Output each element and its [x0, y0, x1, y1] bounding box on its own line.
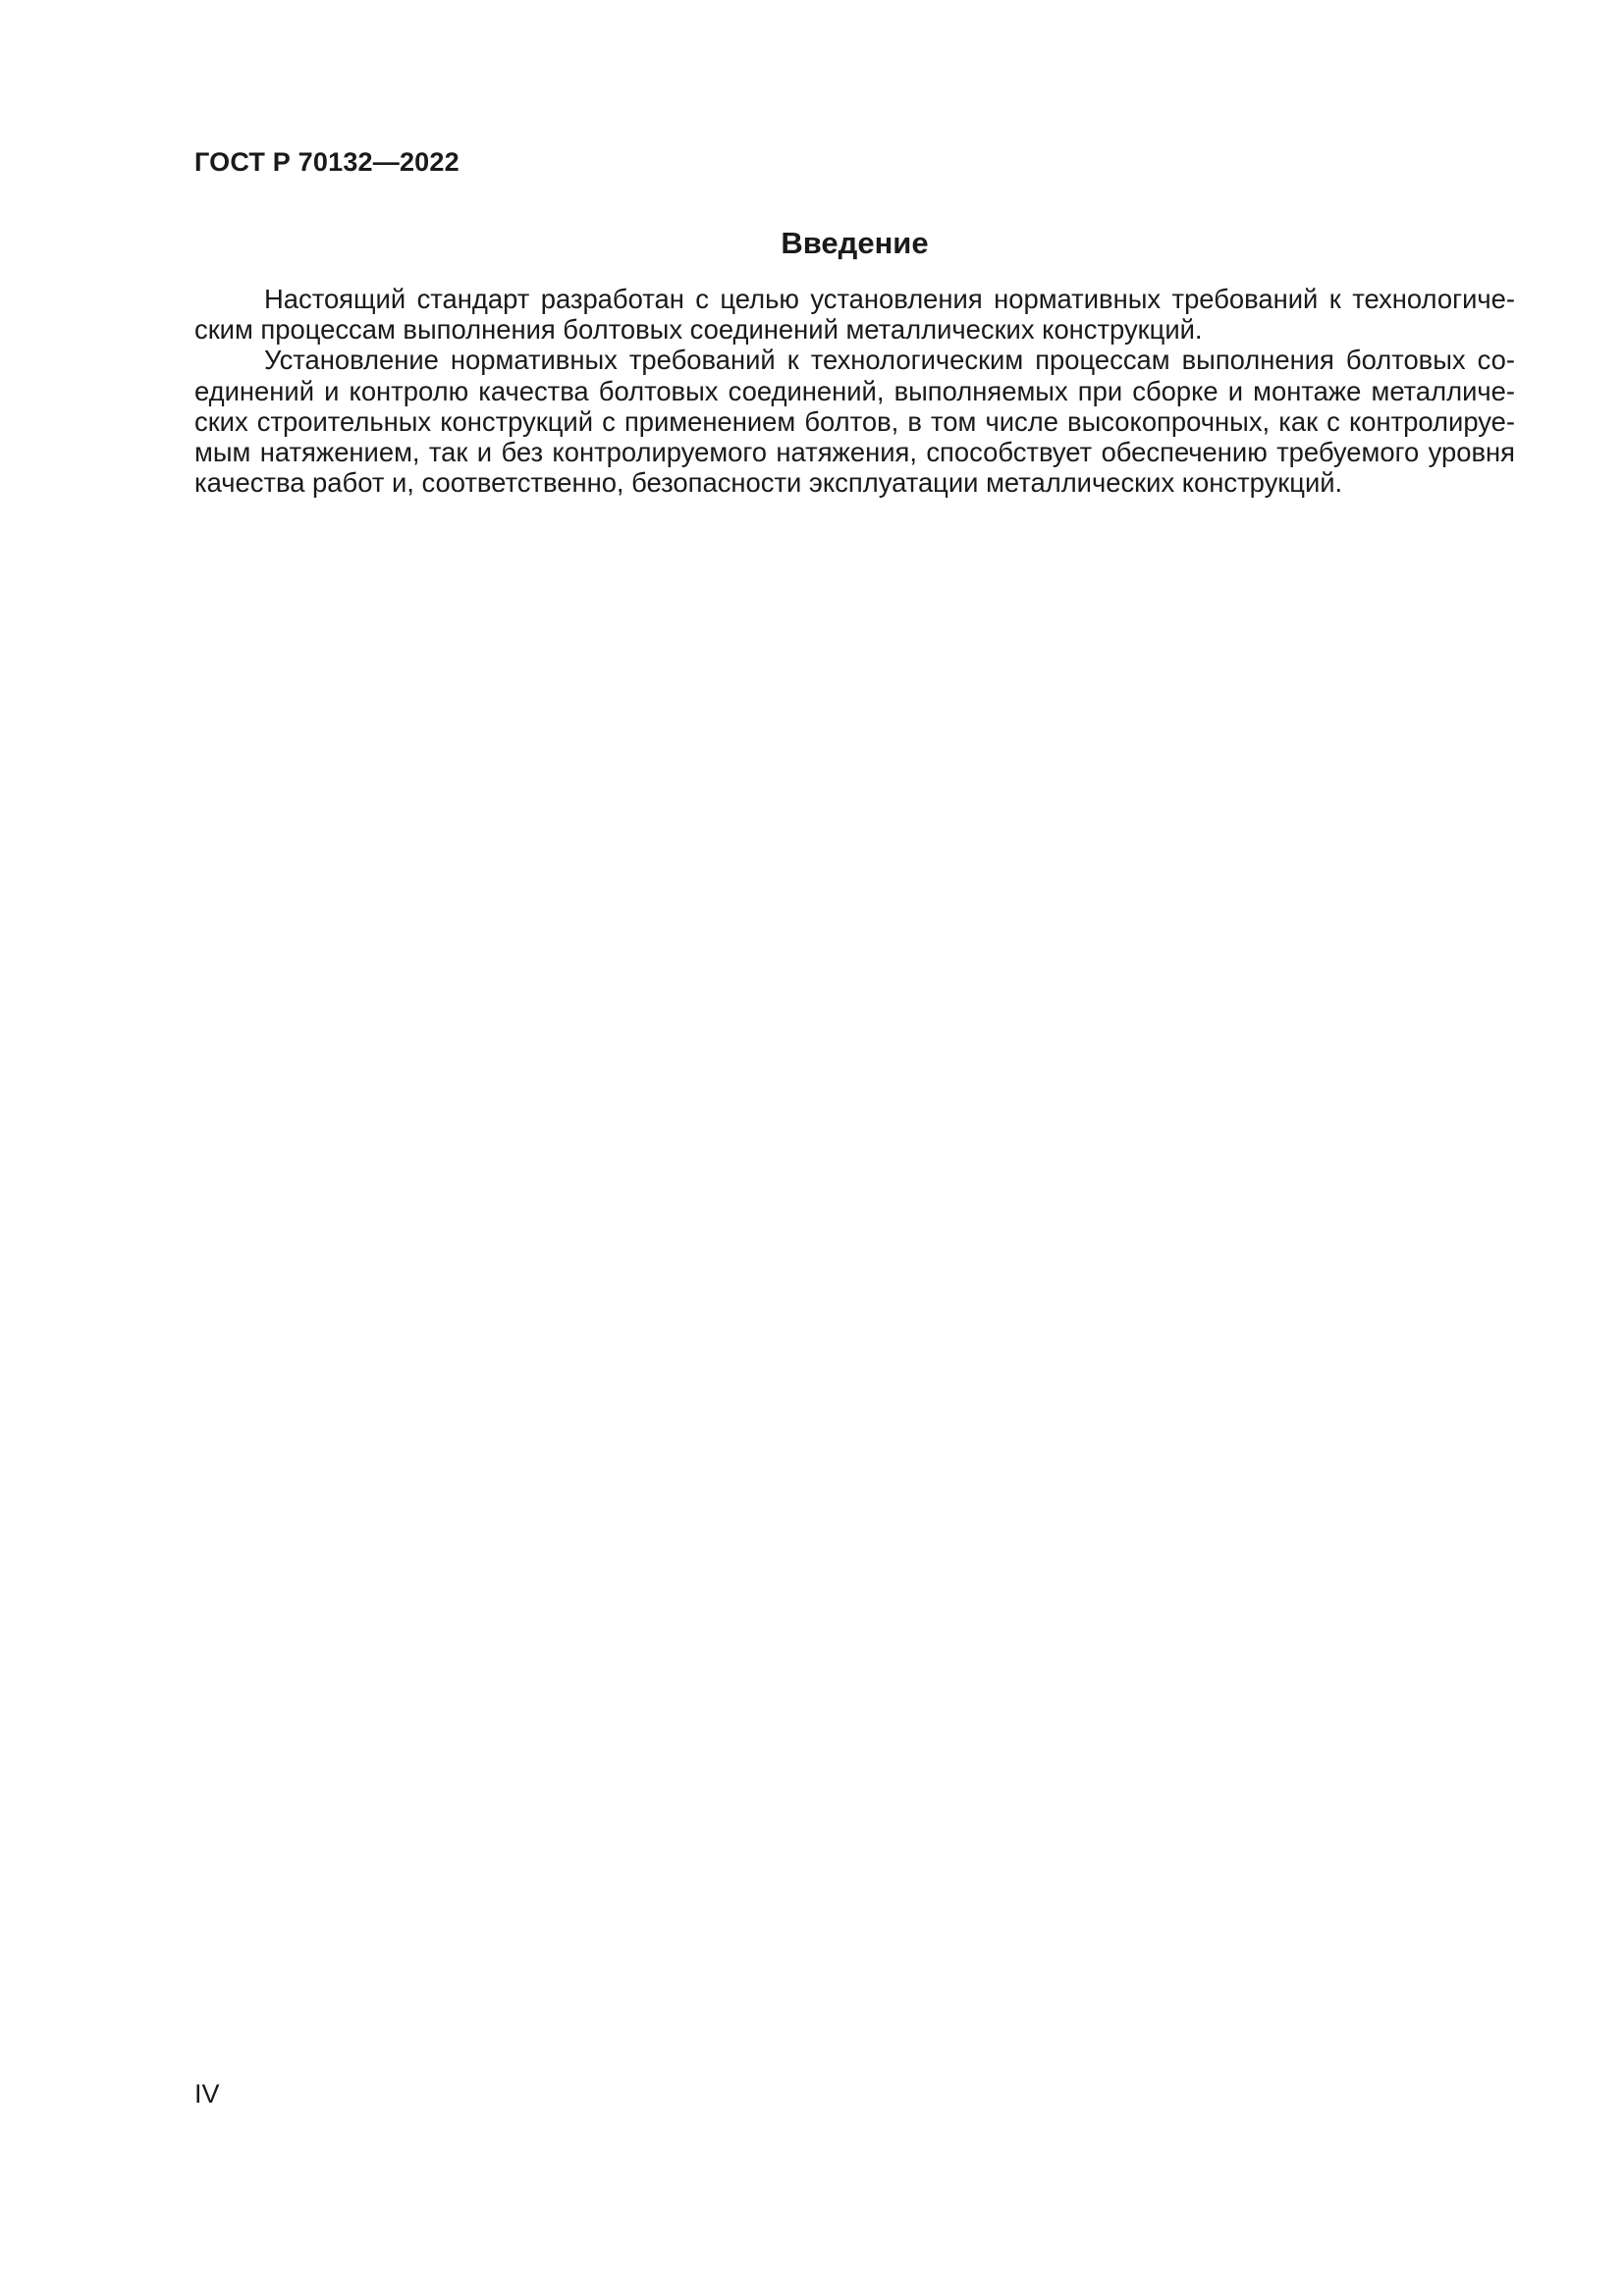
paragraph-line: качества работ и, соответственно, безопасности эксплуатации металлических конструкций. [194, 467, 1343, 499]
paragraph-line: ским процессам выполнения болтовых соединений металлических конструкций. [194, 314, 1203, 346]
paragraph-line: единений и контролю качества болтовых соединений, выполняемых при сборке и монтаже металличе- [194, 375, 1515, 406]
paragraph [194, 345, 1515, 498]
paragraph-line: ских строительных конструкций с применением болтов, в том числе высокопрочных, как с контролируе- [194, 405, 1515, 437]
page-number: IV [194, 2079, 220, 2109]
paragraph [194, 284, 1515, 345]
paragraph-line: Настоящий стандарт разработан с целью установления нормативных требований к технологиче- [264, 284, 1515, 314]
paragraph-line: Установление нормативных требований к технологическим процессам выполнения болтовых со- [264, 345, 1515, 376]
section-title: Введение [781, 226, 929, 260]
document-number: ГОСТ Р 70132—2022 [194, 147, 460, 177]
body-text [194, 284, 1515, 498]
paragraph-line: мым натяжением, так и без контролируемого натяжения, способствует обеспечению требуемого уровня [194, 437, 1515, 468]
